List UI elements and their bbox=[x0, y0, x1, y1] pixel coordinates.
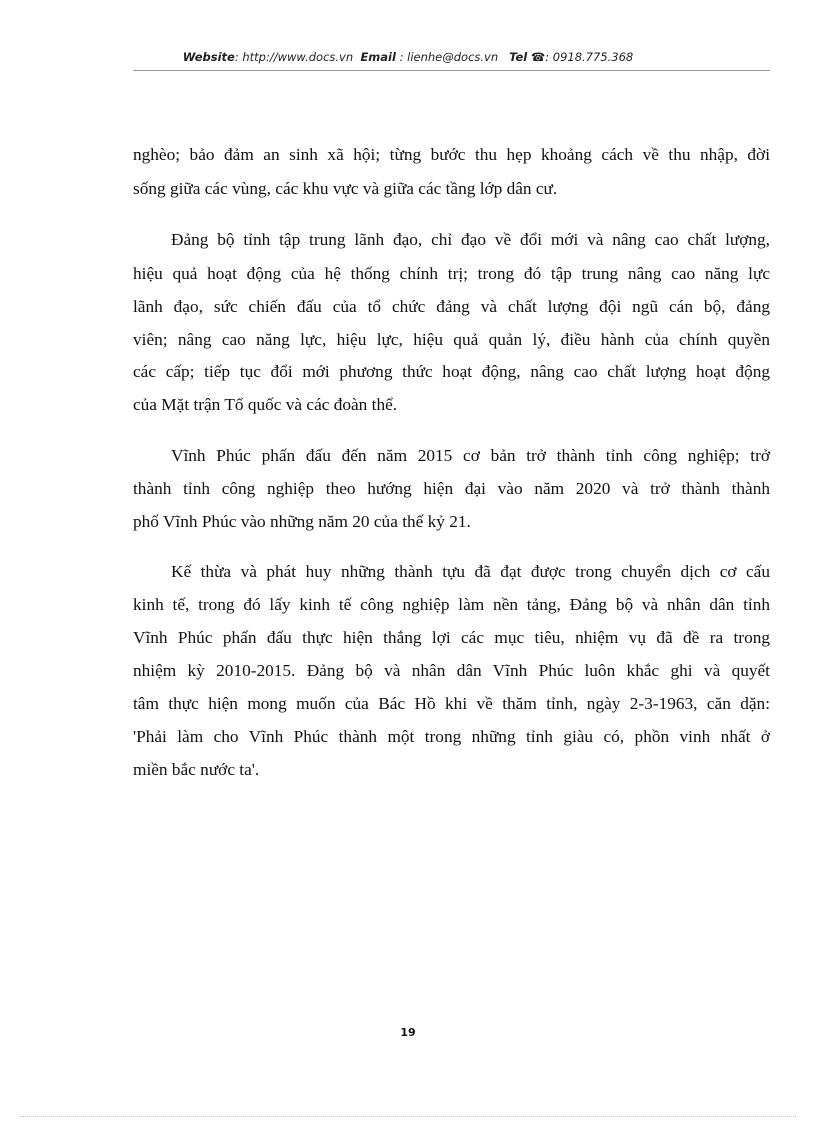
website-label: Website bbox=[182, 50, 235, 64]
paragraph-2-line: lãnh đạo, sức chiến đấu của tổ chức đảng và chất lượng đội ngũ cán bộ, đảng bbox=[133, 297, 770, 316]
paragraph-4-line: miền bắc nước ta'. bbox=[133, 760, 260, 779]
paragraph-4-line: 'Phải làm cho Vĩnh Phúc thành một trong những tỉnh giàu có, phồn vinh nhất ở bbox=[133, 727, 770, 746]
email-value: : lienhe@docs.vn bbox=[399, 50, 499, 64]
header-divider bbox=[133, 70, 770, 71]
paragraph-4-line: Kế thừa và phát huy những thành tựu đã đạt được trong chuyển dịch cơ cấu bbox=[171, 562, 770, 581]
paragraph-3-line: thành tỉnh công nghiệp theo hướng hiện đại vào năm 2020 và trở thành thành bbox=[133, 479, 770, 498]
paragraph-2-line: hiệu quả hoạt động của hệ thống chính trị; trong đó tập trung nâng cao năng lực bbox=[133, 264, 770, 283]
paragraph-2-line: các cấp; tiếp tục đổi mới phương thức hoạt động, nâng cao chất lượng hoạt động bbox=[133, 362, 770, 381]
tel-label: Tel bbox=[509, 50, 528, 64]
paragraph-3-line: phố Vĩnh Phúc vào những năm 20 của thế kỷ 21. bbox=[133, 512, 471, 531]
paragraph-4-line: tâm thực hiện mong muốn của Bác Hồ khi về thăm tỉnh, ngày 2-3-1963, căn dặn: bbox=[133, 694, 770, 713]
paragraph-2-line: viên; nâng cao năng lực, hiệu lực, hiệu quả quản lý, điều hành của chính quyền bbox=[133, 330, 770, 349]
email-label: Email bbox=[360, 50, 396, 64]
paragraph-1-line: nghèo; bảo đảm an sinh xã hội; từng bước thu hẹp khoảng cách về thu nhập, đời bbox=[133, 145, 770, 164]
paragraph-2-line: Đảng bộ tỉnh tập trung lãnh đạo, chỉ đạo về đổi mới và nâng cao chất lượng, bbox=[171, 230, 770, 249]
website-value: : http://www.docs.vn bbox=[234, 50, 354, 64]
paragraph-4-line: Vĩnh Phúc phấn đấu thực hiện thắng lợi các mục tiêu, nhiệm vụ đã đề ra trong bbox=[133, 628, 770, 647]
paragraph-1-line: sống giữa các vùng, các khu vực và giữa các tầng lớp dân cư. bbox=[133, 179, 558, 198]
paragraph-4-line: kinh tế, trong đó lấy kinh tế công nghiệp làm nền tảng, Đảng bộ và nhân dân tỉnh bbox=[133, 595, 770, 614]
page-bottom-border bbox=[20, 1116, 796, 1117]
paragraph-4-line: nhiệm kỳ 2010-2015. Đảng bộ và nhân dân Vĩnh Phúc luôn khắc ghi và quyết bbox=[133, 661, 770, 680]
paragraph-2-line: của Mặt trận Tổ quốc và các đoàn thể. bbox=[133, 395, 398, 414]
paragraph-3-line: Vĩnh Phúc phấn đấu đến năm 2015 cơ bản trở thành tỉnh công nghiệp; trở bbox=[171, 446, 770, 465]
tel-value: : 0918.775.368 bbox=[545, 50, 634, 64]
page-header bbox=[0, 50, 816, 64]
phone-icon: ☎ bbox=[530, 50, 546, 64]
page-number: 19 bbox=[400, 1026, 416, 1039]
